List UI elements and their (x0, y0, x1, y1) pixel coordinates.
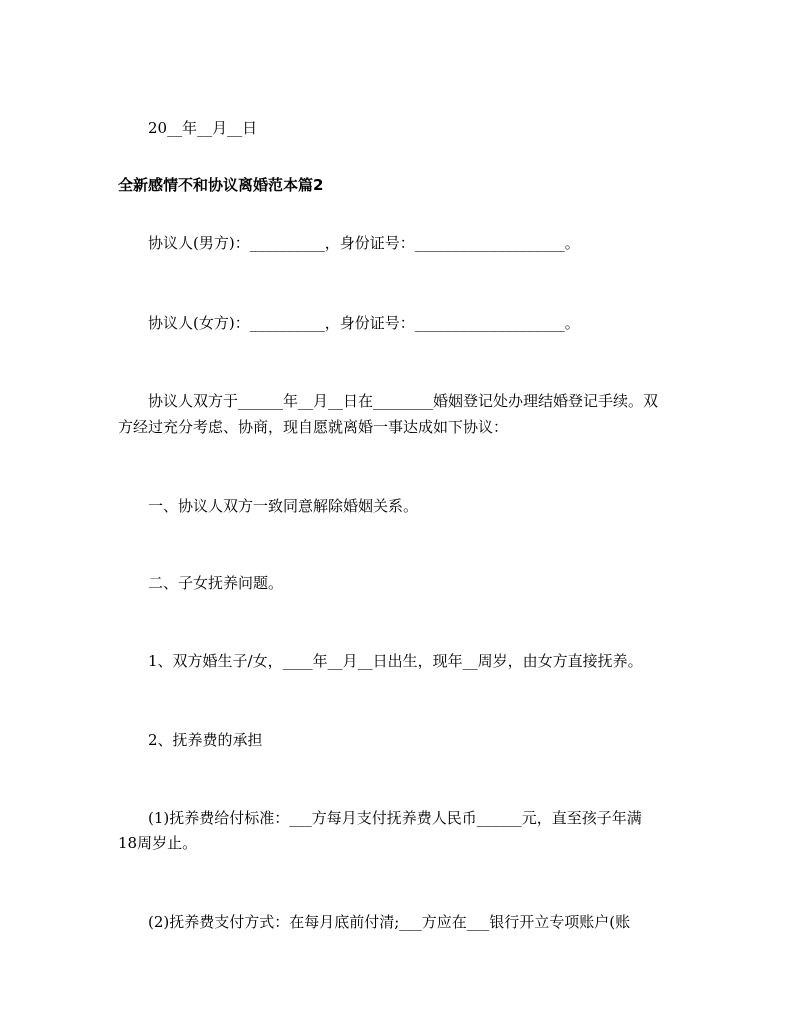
date-line: 20__年__月__日 (148, 119, 258, 137)
support-standard-line-2: 18周岁止。 (118, 834, 198, 852)
section-heading: 全新感情不和协议离婚范本篇2 (118, 176, 324, 194)
child-custody-line: 1、双方婚生子/女，____年__月__日出生，现年__周岁，由女方直接抚养。 (148, 652, 643, 670)
support-heading: 2、抚养费的承担 (148, 731, 263, 749)
clause-two: 二、子女抚养问题。 (148, 574, 284, 592)
support-standard-line-1: (1)抚养费给付标准：___方每月支付抚养费人民币______元，直至孩子年满 (148, 809, 642, 827)
female-party-line: 协议人(女方)：__________，身份证号：____________________。 (148, 314, 580, 332)
male-party-line: 协议人(男方)：__________，身份证号：____________________。 (148, 234, 580, 252)
marriage-registration-line-2: 方经过充分考虑、协商，现自愿就离婚一事达成如下协议： (118, 418, 509, 436)
marriage-registration-line-1: 协议人双方于______年__月__日在________婚姻登记处办理结婚登记手续。双 (148, 392, 659, 410)
clause-one: 一、协议人双方一致同意解除婚姻关系。 (148, 497, 419, 515)
support-payment-line: (2)抚养费支付方式：在每月底前付清;___方应在___银行开立专项账户(账 (148, 913, 631, 931)
